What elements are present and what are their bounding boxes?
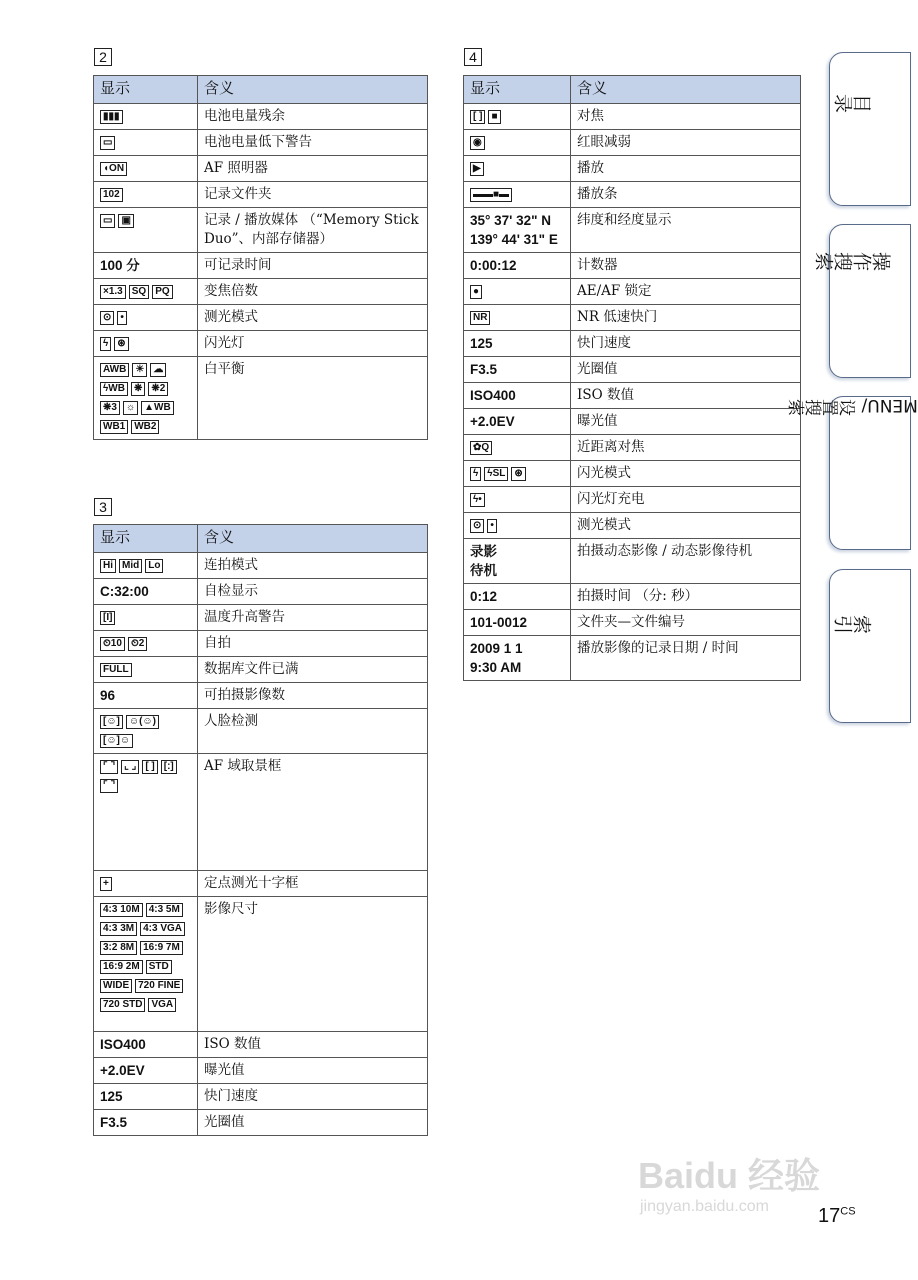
display-cell [464,182,571,208]
indicator-icon: ϟ [100,337,111,351]
meaning-cell: 可记录时间 [198,253,428,279]
table-row [94,754,428,871]
table-row [94,553,428,579]
table-row [464,513,801,539]
table-row [464,130,801,156]
display-text: 139° 44' 31" E [470,232,558,247]
indicator-icon: ◖ON [100,162,127,176]
display-cell [464,513,571,539]
table-row [464,156,801,182]
indicator-icon: 3:2 8M [100,941,137,955]
table-row [464,539,801,584]
display-text: +2.0EV [470,414,515,429]
meaning-cell: 快门速度 [571,331,801,357]
indicator-icon: ⊙ [470,519,484,533]
display-cell [94,754,198,871]
indicator-icon: ⌜ ⌝ [100,760,118,774]
display-cell [464,487,571,513]
display-text: ISO400 [470,388,516,403]
table-row [94,1084,428,1110]
meaning-cell: 拍摄动态影像 / 动态影像待机 [571,539,801,584]
section-number-4: 4 [464,48,482,66]
indicator-icon: ϟWB [100,382,128,396]
table-row [464,487,801,513]
display-cell [94,605,198,631]
header-meaning: 含义 [571,76,801,104]
tab-index[interactable] [829,569,911,723]
indicator-icon: Lo [145,559,163,573]
display-table-2 [93,75,428,440]
indicator-icon: ⌞ ⌟ [121,760,139,774]
header-display: 显示 [94,525,198,553]
table-row [94,871,428,897]
table-row [94,1058,428,1084]
display-cell [464,357,571,383]
display-cell [94,305,198,331]
display-cell [94,208,198,253]
table-row [94,253,428,279]
meaning-cell: 定点测光十字框 [198,871,428,897]
meaning-cell: 白平衡 [198,357,428,440]
page-number-suffix: CS [840,1205,856,1218]
display-cell [464,610,571,636]
meaning-cell: 对焦 [571,104,801,130]
meaning-cell: 自检显示 [198,579,428,605]
display-text: +2.0EV [100,1063,145,1078]
indicator-icon: ☺(☺) [126,715,159,729]
meaning-cell: 拍摄时间 （分: 秒） [571,584,801,610]
tab-index-label: 索引 [834,612,872,634]
meaning-cell: 快门速度 [198,1084,428,1110]
table-row [464,409,801,435]
header-meaning: 含义 [198,76,428,104]
table-row [464,279,801,305]
meaning-cell: 文件夹—文件编号 [571,610,801,636]
indicator-icon: 720 FINE [135,979,183,993]
indicator-icon: [☺]☺ [100,734,133,748]
meaning-cell: 红眼减弱 [571,130,801,156]
display-text: ISO400 [100,1037,146,1052]
display-cell [94,709,198,754]
indicator-icon: 4:3 10M [100,903,143,917]
display-text: 125 [100,1089,123,1104]
display-text: 101-0012 [470,615,528,630]
display-cell [94,631,198,657]
meaning-cell: 电池电量残余 [198,104,428,130]
meaning-cell: 曝光值 [198,1058,428,1084]
indicator-icon: 4:3 VGA [140,922,185,936]
display-table-4 [463,75,801,681]
tab-contents[interactable] [829,52,911,206]
indicator-icon: [I] [100,611,115,625]
indicator-icon: 102 [100,188,123,202]
table-row [94,305,428,331]
meaning-cell: 纬度和经度显示 [571,208,801,253]
tab-menu-settings-search[interactable] [788,395,918,550]
display-text: 录影 [470,544,497,559]
meaning-cell: 闪光灯 [198,331,428,357]
indicator-icon: + [100,877,112,891]
table-row [94,709,428,754]
indicator-icon: PQ [152,285,172,299]
indicator-icon: 720 STD [100,998,145,1012]
table-row [94,208,428,253]
indicator-icon: ⏲10 [100,637,125,651]
display-text: 96 [100,688,116,703]
display-cell [464,636,571,681]
display-cell [464,130,571,156]
table-row [464,636,801,681]
page-number-value: 17 [818,1205,841,1227]
display-cell [94,253,198,279]
table-row [94,279,428,305]
indicator-icon: ● [470,285,482,299]
table-row [464,435,801,461]
table-row [464,610,801,636]
table-row [94,104,428,130]
table-row [94,683,428,709]
indicator-icon: WB2 [131,420,159,434]
display-cell [94,553,198,579]
display-cell [94,279,198,305]
header-meaning: 含义 [198,525,428,553]
display-text: 9:30 AM [470,660,522,675]
meaning-cell: 记录 / 播放媒体 （“Memory Stick Duo”、内部存储器） [198,208,428,253]
header-display: 显示 [94,76,198,104]
indicator-icon: ▬▬■▬ [470,188,512,202]
display-cell [464,435,571,461]
page-number [818,1205,856,1228]
indicator-icon: ▲WB [141,401,174,415]
display-cell [94,871,198,897]
meaning-cell: 近距离对焦 [571,435,801,461]
table-row [464,182,801,208]
table-row [464,331,801,357]
meaning-cell: 光圈值 [198,1110,428,1136]
display-cell [464,539,571,584]
meaning-cell: 光圈值 [571,357,801,383]
display-cell [464,279,571,305]
indicator-icon: VGA [148,998,176,1012]
indicator-icon: WB1 [100,420,128,434]
display-cell [464,409,571,435]
indicator-icon: 16:9 2M [100,960,143,974]
indicator-icon: ❋ [131,382,145,396]
table-row [464,253,801,279]
display-cell [464,461,571,487]
indicator-icon: Mid [119,559,142,573]
meaning-cell: ISO 数值 [571,383,801,409]
tab-operation-search[interactable] [815,224,911,378]
indicator-icon: ▭ [100,214,115,228]
indicator-icon: ×1.3 [100,285,126,299]
display-cell [94,130,198,156]
table-row [464,461,801,487]
display-cell [94,1058,198,1084]
table-row [94,657,428,683]
indicator-icon: ☀ [132,363,147,377]
indicator-icon: [ ] [470,110,485,124]
indicator-icon: ▭ [100,136,115,150]
table-row [94,182,428,208]
indicator-icon: ☼ [123,401,138,415]
display-cell [94,683,198,709]
display-text: 0:12 [470,589,498,604]
meaning-cell: 闪光灯充电 [571,487,801,513]
meaning-cell: AF 域取景框 [198,754,428,871]
indicator-icon: ϟ [470,467,481,481]
meaning-cell: AE/AF 锁定 [571,279,801,305]
display-cell [94,357,198,440]
table-row [94,579,428,605]
display-cell [94,657,198,683]
display-text: 0:00:12 [470,258,517,273]
table-row [94,130,428,156]
display-cell [464,253,571,279]
table-row [94,1032,428,1058]
indicator-icon: ϟSL [484,467,508,481]
section-number-2: 2 [94,48,112,66]
table-row [464,208,801,253]
meaning-cell: 温度升高警告 [198,605,428,631]
indicator-icon: ⊛ [511,467,525,481]
indicator-icon: [ ] [142,760,157,774]
meaning-cell: 播放条 [571,182,801,208]
display-cell [464,156,571,182]
display-cell [94,897,198,1032]
watermark-logo: Baidu 经验 [638,1155,821,1196]
display-cell [94,104,198,130]
meaning-cell: 闪光模式 [571,461,801,487]
indicator-icon: ■ [488,110,500,124]
table-row [464,383,801,409]
indicator-icon: Hi [100,559,116,573]
indicator-icon: ❋3 [100,401,120,415]
indicator-icon: [:] [161,760,177,774]
display-cell [464,331,571,357]
display-text: 100 分 [100,258,140,273]
meaning-cell: 播放 [571,156,801,182]
display-cell [94,1084,198,1110]
display-cell [464,584,571,610]
display-cell [464,305,571,331]
section-number-3: 3 [94,498,112,516]
meaning-cell: 电池电量低下警告 [198,130,428,156]
display-text: 125 [470,336,493,351]
table-row [464,584,801,610]
indicator-icon: ◉ [470,136,485,150]
table-row [94,331,428,357]
meaning-cell: AF 照明器 [198,156,428,182]
table-row [464,305,801,331]
display-cell [94,1110,198,1136]
indicator-icon: ▮▮▮ [100,110,123,124]
indicator-icon: FULL [100,663,132,677]
display-text: 35° 37' 32" N [470,213,552,228]
meaning-cell: ISO 数值 [198,1032,428,1058]
indicator-icon: ⏲2 [128,637,147,651]
tab-contents-label: 目录 [834,91,872,113]
display-text: C:32:00 [100,584,149,599]
indicator-icon: 16:9 7M [140,941,183,955]
display-cell [464,104,571,130]
meaning-cell: 自拍 [198,631,428,657]
meaning-cell: 计数器 [571,253,801,279]
indicator-icon: ⊛ [114,337,128,351]
table-row [94,897,428,1032]
indicator-icon: STD [146,960,172,974]
indicator-icon: [☺] [100,715,123,729]
indicator-icon: ☁ [150,363,166,377]
display-cell [94,182,198,208]
indicator-icon: ▶ [470,162,484,176]
indicator-icon: SQ [129,285,149,299]
display-text: 待机 [470,563,497,578]
meaning-cell: 可拍摄影像数 [198,683,428,709]
display-text: F3.5 [470,362,498,377]
table-row [94,631,428,657]
meaning-cell: 变焦倍数 [198,279,428,305]
display-cell [94,331,198,357]
display-text: 2009 1 1 [470,641,523,656]
table-row [464,357,801,383]
display-text: F3.5 [100,1115,128,1130]
indicator-icon: • [487,519,497,533]
display-cell [94,156,198,182]
table-row [464,104,801,130]
meaning-cell: 测光模式 [571,513,801,539]
meaning-cell: 曝光值 [571,409,801,435]
indicator-icon: ⊙ [100,311,114,325]
table-row [94,156,428,182]
indicator-icon: 4:3 5M [146,903,183,917]
indicator-icon: ϟ• [470,493,485,507]
meaning-cell: 人脸检测 [198,709,428,754]
indicator-icon: ⌜ ⌝ [100,779,118,793]
header-display: 显示 [464,76,571,104]
display-cell [94,1032,198,1058]
indicator-icon: ✿Q [470,441,492,455]
indicator-icon: • [117,311,127,325]
meaning-cell: 连拍模式 [198,553,428,579]
meaning-cell: 影像尺寸 [198,897,428,1032]
meaning-cell: 记录文件夹 [198,182,428,208]
indicator-icon: 4:3 3M [100,922,137,936]
watermark-url: jingyan.baidu.com [640,1198,769,1215]
display-cell [464,383,571,409]
table-row [94,1110,428,1136]
meaning-cell: 播放影像的记录日期 / 时间 [571,636,801,681]
tab-menu-settings-search-label: MENU/ 设置搜索 [788,395,918,415]
table-row [94,357,428,440]
meaning-cell: 测光模式 [198,305,428,331]
indicator-icon: NR [470,311,490,325]
indicator-icon: ❋2 [148,382,168,396]
meaning-cell: NR 低速快门 [571,305,801,331]
indicator-icon: AWB [100,363,129,377]
indicator-icon: WIDE [100,979,132,993]
table-row [94,605,428,631]
meaning-cell: 数据库文件已满 [198,657,428,683]
display-cell [94,579,198,605]
tab-operation-search-label: 操作搜索 [815,249,891,271]
indicator-icon: ▣ [118,214,133,228]
display-cell [464,208,571,253]
display-table-3 [93,524,428,1136]
